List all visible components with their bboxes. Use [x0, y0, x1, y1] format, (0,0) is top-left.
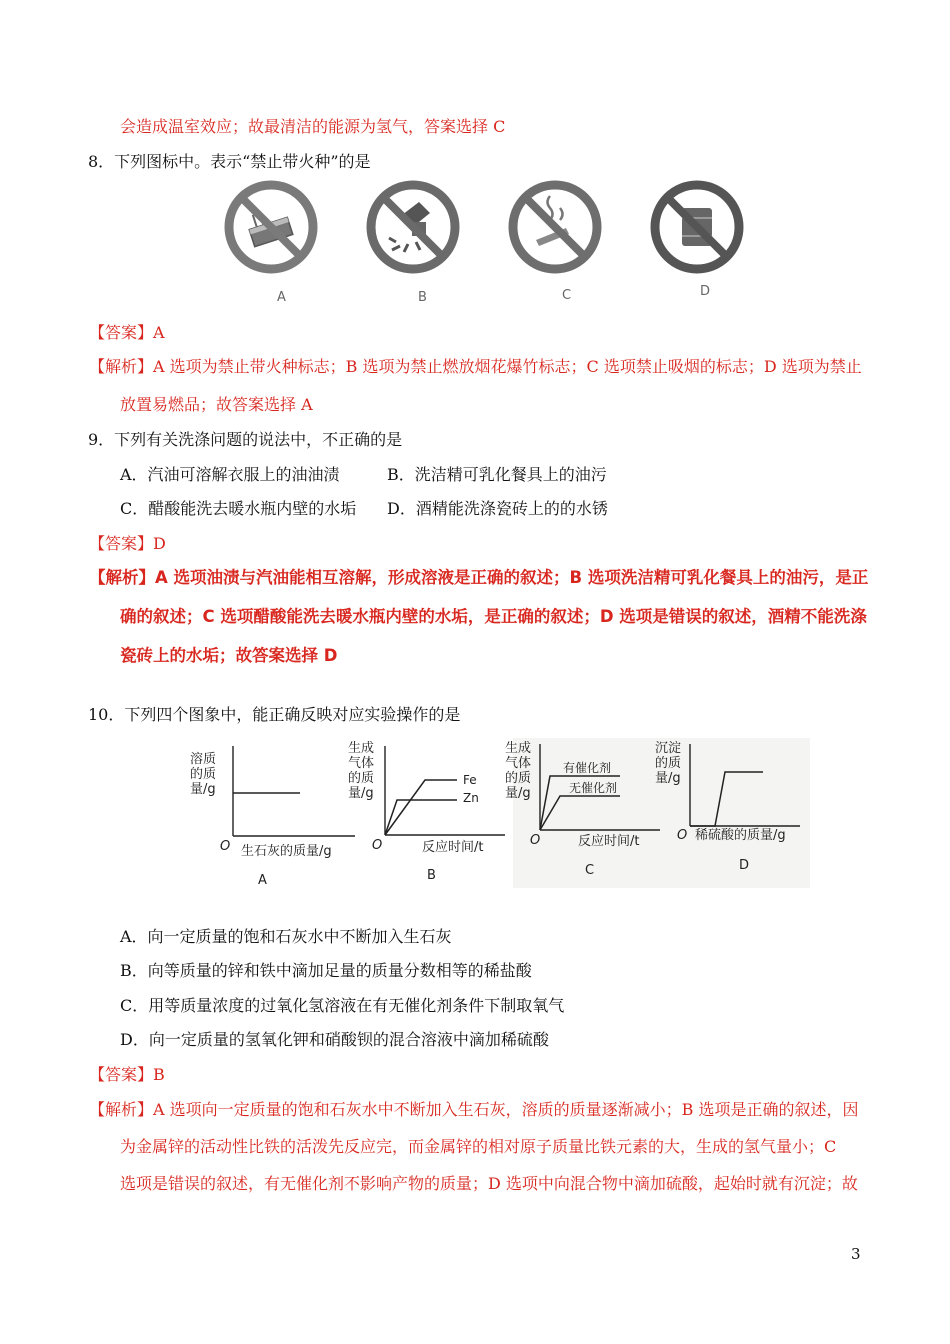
graph-c-no-catalyst-label: 无催化剂 — [569, 781, 618, 795]
sign-label-a: A — [277, 290, 286, 305]
no-fireworks-sign-icon — [371, 185, 455, 269]
graph-b-ylabel-4: 量/g — [348, 786, 374, 801]
graph-c-ylabel-1: 生成 — [505, 741, 532, 756]
option-10c: C．用等质量浓度的过氧化氢溶液在有无催化剂条件下制取氧气 — [120, 996, 565, 1015]
question-10-graphs — [185, 738, 810, 898]
sign-label-c: C — [562, 288, 572, 303]
explanation-9-line-3: 瓷砖上的水垢；故答案选择 D — [120, 646, 338, 665]
continued-explanation: 会造成温室效应；故最清洁的能源为氢气，答案选择 C — [120, 117, 506, 136]
graph-d-ylabel-3: 量/g — [655, 771, 681, 786]
question-8: 8．下列图标中。表示“禁止带火种”的是 — [88, 152, 371, 171]
option-9b: B．洗洁精可乳化餐具上的油污 — [387, 465, 607, 484]
no-smoking-sign-icon — [513, 185, 597, 269]
answer-9: 【答案】D — [89, 534, 166, 553]
no-flammables-sign-icon — [655, 185, 739, 269]
option-10a: A．向一定质量的饱和石灰水中不断加入生石灰 — [120, 927, 452, 946]
no-matches-sign-icon — [229, 185, 313, 269]
sign-label-d: D — [700, 284, 711, 299]
question-10: 10．下列四个图象中，能正确反映对应实验操作的是 — [88, 705, 461, 724]
graph-c-xlabel: 反应时间/t — [578, 834, 640, 849]
graph-c-caption: C — [585, 863, 595, 878]
graph-b-fe-line — [385, 780, 457, 835]
graph-c-ylabel-2: 气体 — [505, 756, 532, 771]
graph-a-caption: A — [258, 873, 267, 888]
answer-8: 【答案】A — [89, 323, 165, 342]
question-8-signs — [224, 180, 754, 310]
graph-a — [190, 746, 355, 888]
graph-b-origin: O — [372, 838, 383, 853]
graph-b-zn-line — [385, 800, 457, 835]
graph-a-ylabel-2: 的质 — [190, 767, 217, 782]
option-9a: A．汽油可溶解衣服上的油油渍 — [120, 465, 340, 484]
explanation-8-line-1: 【解析】A 选项为禁止带火种标志；B 选项为禁止燃放烟花爆竹标志；C 选项禁止吸烟的标志；D 选项为禁止 — [89, 357, 862, 376]
option-9c: C．醋酸能洗去暖水瓶内壁的水垢 — [120, 499, 357, 518]
graph-c-ylabel-3: 的质 — [505, 771, 532, 786]
question-9: 9．下列有关洗涤问题的说法中，不正确的是 — [88, 430, 403, 449]
explanation-10-line-3: 选项是错误的叙述，有无催化剂不影响产物的质量；D 选项中向混合物中滴加硫酸，起始时就有沉淀；故 — [120, 1174, 858, 1193]
option-10b: B．向等质量的锌和铁中滴加足量的质量分数相等的稀盐酸 — [120, 961, 532, 980]
explanation-9-line-1: 【解析】A 选项油渍与汽油能相互溶解，形成溶液是正确的叙述；B 选项洗洁精可乳化餐具上的油污，是正 — [89, 568, 869, 587]
graph-d-caption: D — [739, 858, 750, 873]
graph-b-xlabel: 反应时间/t — [422, 840, 484, 855]
graph-c-origin: O — [530, 833, 541, 848]
graph-c-ylabel-4: 量/g — [505, 786, 531, 801]
graph-a-xlabel: 生石灰的质量/g — [241, 844, 332, 859]
explanation-10-line-1: 【解析】A 选项向一定质量的饱和石灰水中不断加入生石灰，溶质的质量逐渐减小；B 选项是正确的叙述，因 — [89, 1100, 859, 1119]
explanation-9-line-2: 确的叙述；C 选项醋酸能洗去暖水瓶内壁的水垢，是正确的叙述；D 选项是错误的叙述，酒精不能洗涤 — [120, 607, 867, 626]
graph-d-ylabel-1: 沉淀 — [655, 741, 682, 756]
graph-b-caption: B — [427, 868, 436, 883]
graph-b-zn-label: Zn — [463, 791, 479, 805]
graph-b — [348, 740, 505, 883]
graph-b-ylabel-2: 气体 — [348, 756, 375, 771]
option-10d: D．向一定质量的氢氧化钾和硝酸钡的混合溶液中滴加稀硫酸 — [120, 1030, 549, 1049]
explanation-8-line-2: 放置易燃品；故答案选择 A — [120, 395, 313, 414]
graph-b-ylabel-3: 的质 — [348, 771, 375, 786]
graph-a-origin: O — [220, 839, 231, 854]
answer-10: 【答案】B — [89, 1065, 165, 1084]
page-number: 3 — [851, 1245, 861, 1263]
graph-a-ylabel-3: 量/g — [190, 782, 216, 797]
explanation-10-line-2: 为金属锌的活动性比铁的活泼先反应完，而金属锌的相对原子质量比铁元素的大，生成的氢气量小；C — [120, 1137, 837, 1156]
graph-d-ylabel-2: 的质 — [655, 756, 682, 771]
graph-d-origin: O — [677, 828, 688, 843]
graph-b-ylabel-1: 生成 — [348, 741, 375, 756]
sign-label-b: B — [418, 290, 427, 305]
graph-d-xlabel: 稀硫酸的质量/g — [695, 828, 786, 843]
graph-c-catalyst-label: 有催化剂 — [563, 761, 612, 775]
graph-b-fe-label: Fe — [463, 773, 477, 787]
graph-a-ylabel-1: 溶质 — [190, 752, 217, 767]
option-9d: D．酒精能洗涤瓷砖上的的水锈 — [387, 499, 608, 518]
